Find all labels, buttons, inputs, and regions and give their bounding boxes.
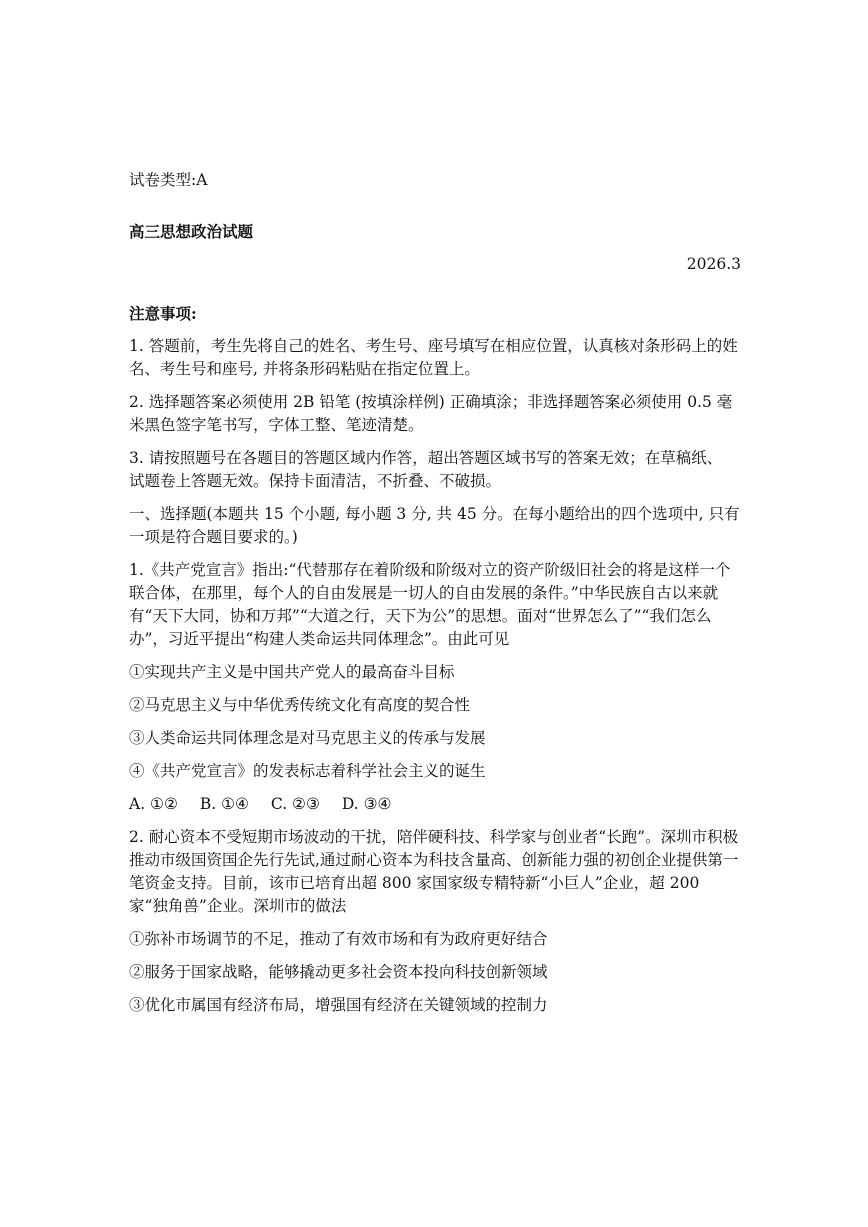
- section-heading: 一、选择题(本题共 15 个小题, 每小题 3 分, 共 45 分。在每小题给出的四个选项中, 只有一项是符合题目要求的。): [129, 505, 740, 546]
- paper-type: 试卷类型:A: [129, 171, 208, 189]
- question-option: ③人类命运共同体理念是对马克思主义的传承与发展: [129, 729, 486, 747]
- question-option: ①弥补市场调节的不足，推动了有效市场和有为政府更好结合: [129, 930, 548, 948]
- answer-choice: A. ①②: [129, 795, 178, 813]
- notice-item: 1. 答题前，考生先将自己的姓名、考生号、座号填写在相应位置，认真核对条形码上的姓名、考生号和座号, 并将条形码粘贴在指定位置上。: [129, 337, 738, 378]
- notice-item: 3. 请按照题号在各题目的答题区域内作答，超出答题区域书写的答案无效；在草稿纸、 试题卷上答题无效。保持卡面清洁，不折叠、不破损。: [129, 449, 723, 490]
- notice-item: 2. 选择题答案必须使用 2B 铅笔 (按填涂样例) 正确填涂；非选择题答案必须使用 0.5 毫米黑色签字笔书写，字体工整、笔迹清楚。: [129, 393, 733, 434]
- notice-heading: 注意事项:: [129, 304, 197, 323]
- question-option: ①实现共产主义是中国共产党人的最高奋斗目标: [129, 663, 455, 681]
- question-option: ④《共产党宣言》的发表标志着科学社会主义的诞生: [129, 762, 486, 780]
- question-stem: 2. 耐心资本不受短期市场波动的干扰，陪伴硬科技、科学家与创业者“长跑”。深圳市积极推动市级国资国企先行先试,通过耐心资本为科技含量高、创新能力强的初创企业提供第一笔资金支持。目前，该市已培育出超 800 家国家级专精特新“小巨人”企业，超 200 家“独角兽”企业。深圳市的做法: [129, 828, 739, 915]
- page-content: [129, 169, 741, 1027]
- question-option: ③优化市属国有经济布局，增强国有经济在关键领域的控制力: [129, 996, 548, 1014]
- answer-choice: C. ②③: [270, 795, 320, 813]
- answer-choice: B. ①④: [199, 795, 249, 813]
- question-stem: 1.《共产党宣言》指出:“代替那存在着阶级和阶级对立的资产阶级旧社会的将是这样一个联合体，在那里，每个人的自由发展是一切人的自由发展的条件。”中华民族自古以来就有“天下大同，协和万邦”“大道之行，天下为公”的思想。面对“世界怎么了”“我们怎么办”，习近平提出“构建人类命运共同体理念”。由此可见: [129, 561, 731, 648]
- question-option: ②马克思主义与中华优秀传统文化有高度的契合性: [129, 696, 471, 714]
- exam-date: 2026.3: [686, 255, 741, 273]
- page-title: 高三思想政治试题: [129, 222, 254, 241]
- question-option: ②服务于国家战略，能够撬动更多社会资本投向科技创新领域: [129, 963, 548, 981]
- answer-choices: [129, 793, 741, 816]
- answer-choice: D. ③④: [341, 795, 392, 813]
